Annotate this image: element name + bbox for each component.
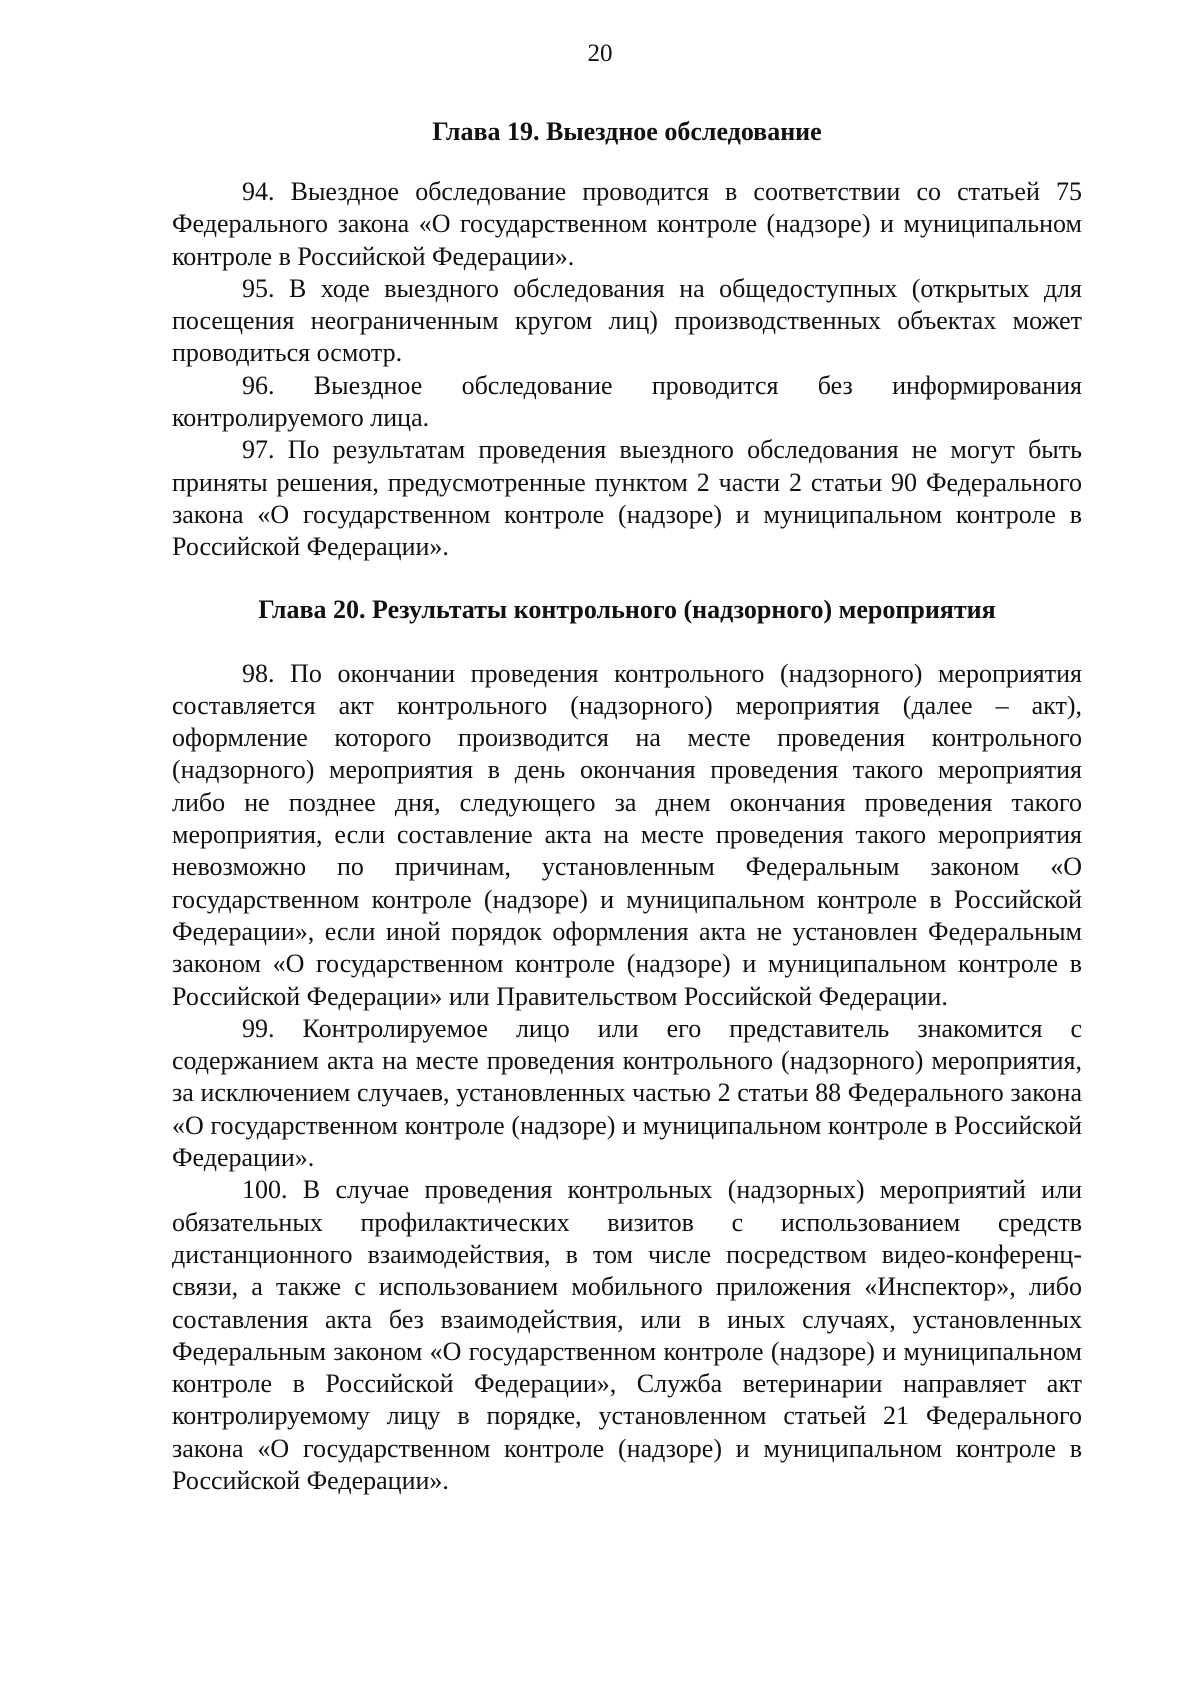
paragraph-99: 99. Контролируемое лицо или его представитель знакомится с содержанием акта на месте проведения контрольного (надзорного) мероприятия, за исключением случаев, установленных частью 2 статьи 88 Федерального закона «О государственном контроле (надзоре) и муниципальном контроле в Российской Федерации». — [172, 1013, 1082, 1173]
document-body — [172, 110, 1082, 1497]
paragraph-95: 95. В ходе выездного обследования на общедоступных (открытых для посещения неограниченным кругом лиц) производственных объектах может проводиться осмотр. — [172, 273, 1082, 368]
paragraph-97: 97. По результатам проведения выездного обследования не могут быть приняты решения, предусмотренные пунктом 2 части 2 статьи 90 Федерального закона «О государственном контроле (надзоре) и муниципальном контроле в Российской Федерации». — [172, 435, 1082, 562]
chapter-19 — [172, 116, 1082, 564]
paragraph-98: 98. По окончании проведения контрольного (надзорного) мероприятия составляется акт контрольного (надзорного) мероприятия (далее – акт), оформление которого производится на месте проведения контрольного (надзорного) мероприятия в день окончания проведения такого мероприятия либо не позднее дня, следующего за днем окончания проведения такого мероприятия, если составление акта на месте проведения такого мероприятия невозможно по причинам, установленным Федеральным законом «О государственном контроле (надзоре) и муниципальном контроле в Российской Федерации», если иной порядок оформления акта не установлен Федеральным законом «О государственном контроле (надзоре) и муниципальном контроле в Российской Федерации» или Правительством Российской Федерации. — [172, 658, 1082, 1011]
chapter-title: Глава 20. Результаты контрольного (надзорного) мероприятия — [258, 594, 996, 624]
page-number: 20 — [587, 40, 613, 67]
paragraph-96: 96. Выездное обследование проводится без информирования контролируемого лица. — [172, 370, 1082, 433]
chapter-20 — [172, 594, 1082, 1498]
paragraph-100: 100. В случае проведения контрольных (надзорных) мероприятий или обязательных профилактических визитов с использованием средств дистанционного взаимодействия, в том числе посредством видео-конференц-связи, а также с использованием мобильного приложения «Инспектор», либо составления акта без взаимодействия, или в иных случаях, установленных Федеральным законом «О государственном контроле (надзоре) и муниципальном контроле в Российской Федерации», Служба ветеринарии направляет акт контролируемому лицу в порядке, установленном статьей 21 Федерального закона «О государственном контроле (надзоре) и муниципальном контроле в Российской Федерации». — [172, 1175, 1082, 1495]
chapter-title: Глава 19. Выездное обследование — [432, 117, 822, 146]
paragraph-94: 94. Выездное обследование проводится в соответствии со статьей 75 Федерального закона «О государственном контроле (надзоре) и муниципальном контроле в Российской Федерации». — [172, 177, 1082, 271]
